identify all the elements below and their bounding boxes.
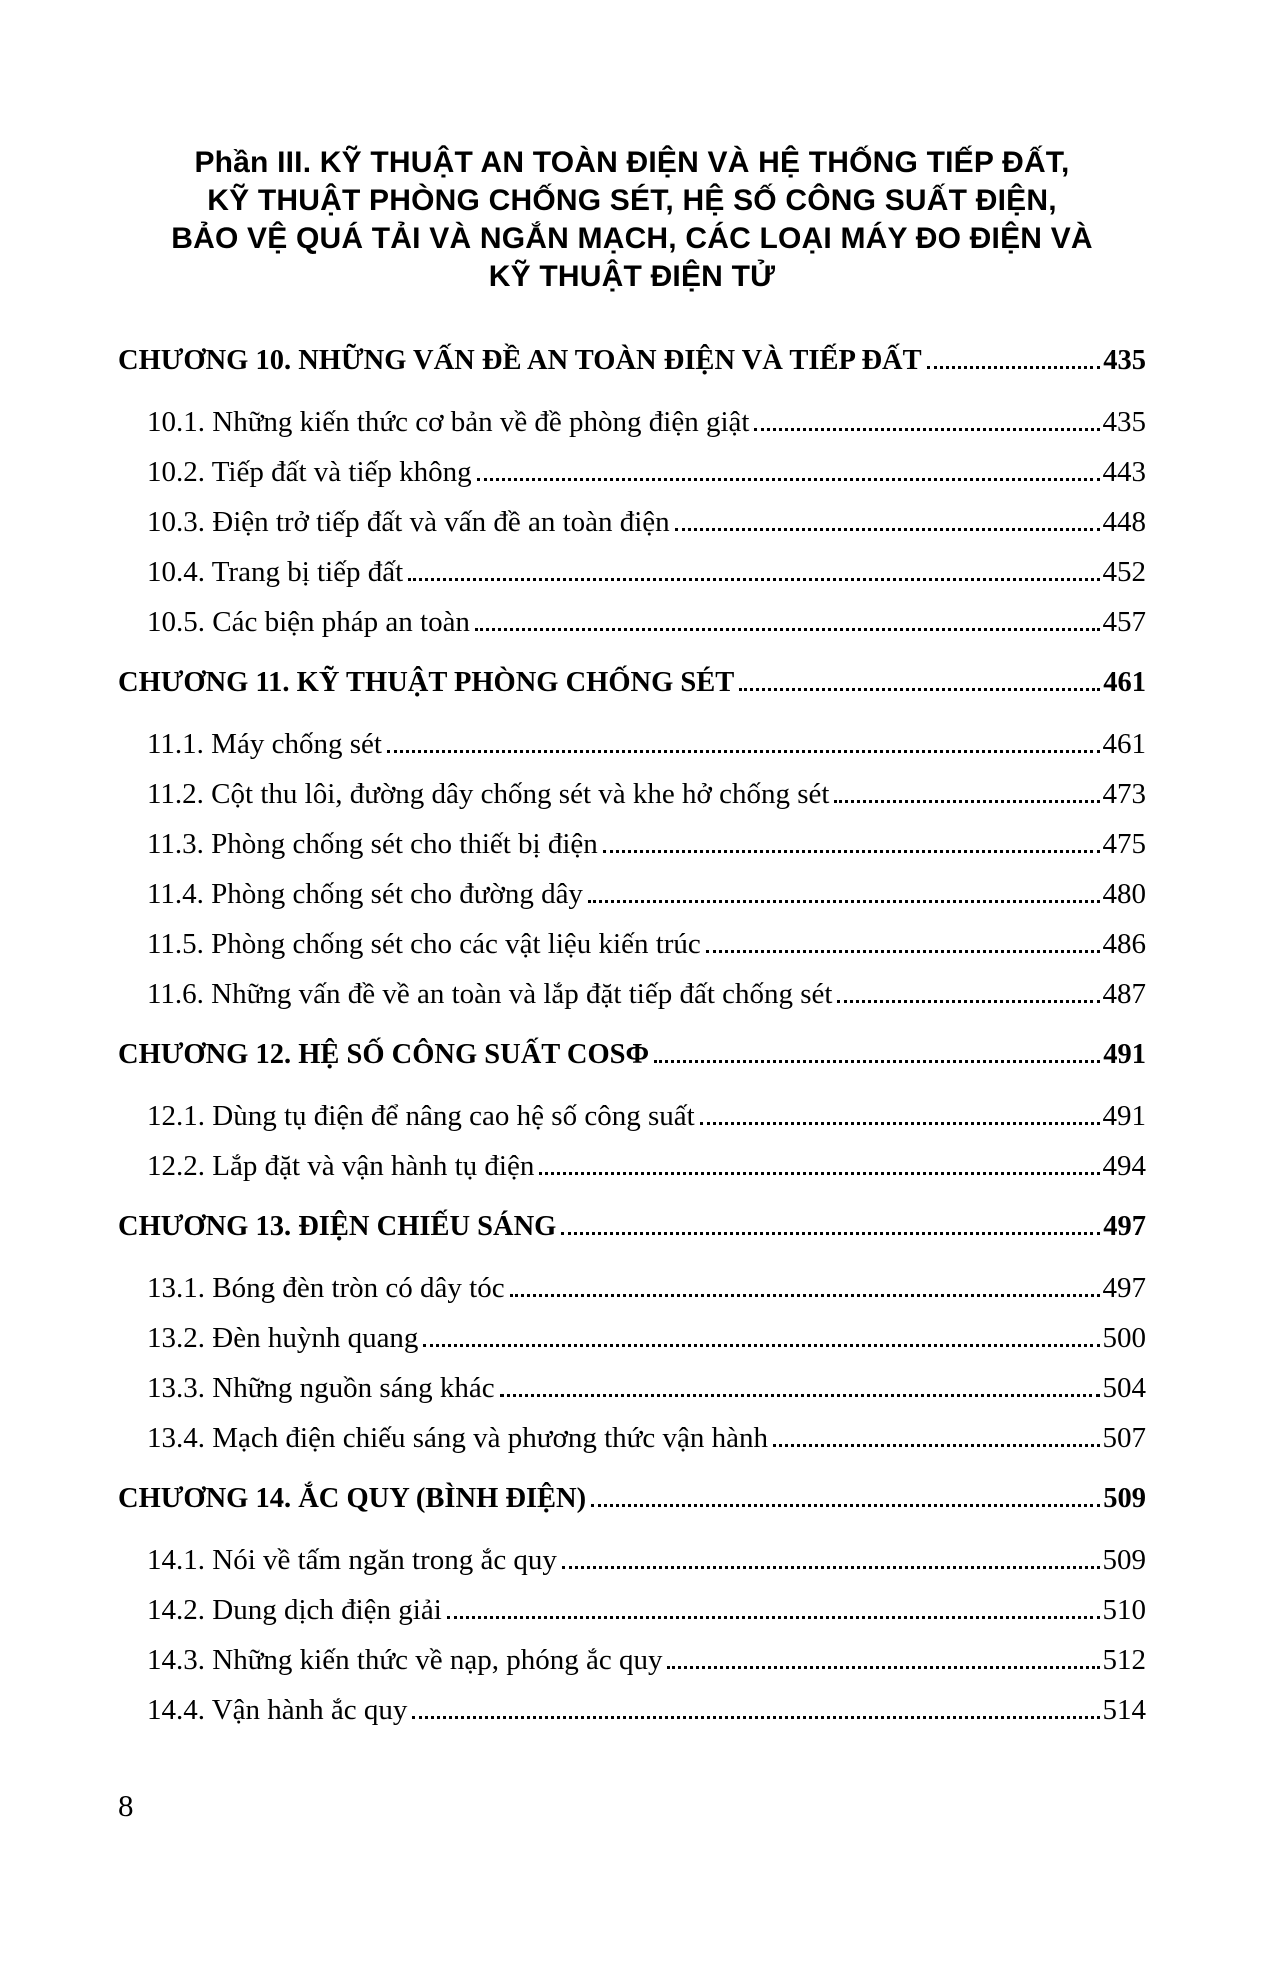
toc-entry-label: 14.2. Dung dịch điện giải: [147, 1594, 442, 1626]
toc-entry-label: 13.3. Những nguồn sáng khác: [147, 1372, 495, 1404]
dot-leader: [387, 750, 1100, 753]
dot-leader: [706, 950, 1100, 953]
dot-leader: [603, 850, 1100, 853]
part-title-line: BẢO VỆ QUÁ TẢI VÀ NGẮN MẠCH, CÁC LOẠI MÁY ĐO ĐIỆN VÀ: [171, 222, 1093, 255]
dot-leader: [447, 1616, 1100, 1619]
toc-entry-page: 487: [1102, 978, 1146, 1010]
toc-entry-label: CHƯƠNG 10. NHỮNG VẤN ĐỀ AN TOÀN ĐIỆN VÀ TIẾP ĐẤT: [118, 345, 922, 376]
toc-entry: [118, 819, 1146, 869]
toc-entry-page: 509: [1103, 1483, 1146, 1514]
toc-entry-label: 12.2. Lắp đặt và vận hành tụ điện: [147, 1150, 535, 1182]
toc-entry-page: 491: [1103, 1039, 1146, 1070]
part-title-line: KỸ THUẬT ĐIỆN TỬ: [488, 260, 776, 293]
toc-entry: [118, 719, 1146, 769]
toc-entry-page: 509: [1102, 1544, 1146, 1576]
dot-leader: [588, 900, 1100, 903]
toc-entry-page: 486: [1102, 928, 1146, 960]
toc-entry-page: 452: [1102, 556, 1146, 588]
toc-entry: [118, 1585, 1146, 1635]
toc-entry-label: 11.3. Phòng chống sét cho thiết bị điện: [147, 828, 598, 860]
dot-leader: [675, 528, 1100, 531]
toc-entry: [118, 547, 1146, 597]
toc-entry-page: 491: [1102, 1100, 1146, 1132]
toc-entry-label: 13.4. Mạch điện chiếu sáng và phương thức vận hành: [147, 1422, 768, 1454]
toc-entry: [118, 397, 1146, 447]
toc-entry-label: CHƯƠNG 13. ĐIỆN CHIẾU SÁNG: [118, 1211, 557, 1242]
toc-entry-page: 480: [1102, 878, 1146, 910]
toc-entry: [118, 1635, 1146, 1685]
toc-entry: [118, 919, 1146, 969]
toc-list: [118, 336, 1146, 1735]
dot-leader: [412, 1716, 1099, 1719]
toc-entry-label: 13.2. Đèn huỳnh quang: [147, 1322, 419, 1354]
toc-entry-page: 510: [1102, 1594, 1146, 1626]
toc-entry-label: 10.3. Điện trở tiếp đất và vấn đề an toàn điện: [147, 506, 670, 538]
toc-entry-label: 11.5. Phòng chống sét cho các vật liệu kiến trúc: [147, 928, 701, 960]
dot-leader: [591, 1504, 1100, 1507]
toc-entry-page: 448: [1102, 506, 1146, 538]
toc-entry-page: 500: [1102, 1322, 1146, 1354]
dot-leader: [927, 366, 1101, 369]
toc-entry-page: 435: [1103, 345, 1146, 376]
toc-entry: [118, 1141, 1146, 1191]
toc-entry-label: 14.4. Vận hành ắc quy: [147, 1694, 408, 1726]
toc-entry-page: 494: [1102, 1150, 1146, 1182]
dot-leader: [423, 1344, 1099, 1347]
toc-entry-label: 11.6. Những vấn đề về an toàn và lắp đặt tiếp đất chống sét: [147, 978, 833, 1010]
toc-entry: [118, 1413, 1146, 1463]
toc-entry-label: 14.3. Những kiến thức về nạp, phóng ắc quy: [147, 1644, 663, 1676]
toc-entry-label: CHƯƠNG 12. HỆ SỐ CÔNG SUẤT COSΦ: [118, 1039, 650, 1070]
toc-entry-page: 457: [1102, 606, 1146, 638]
dot-leader: [562, 1566, 1100, 1569]
toc-entry: [118, 1474, 1146, 1524]
toc-entry-label: CHƯƠNG 11. KỸ THUẬT PHÒNG CHỐNG SÉT: [118, 667, 735, 698]
toc-entry-label: 13.1. Bóng đèn tròn có dây tóc: [147, 1272, 505, 1304]
toc-entry-label: 11.2. Cột thu lôi, đường dây chống sét và khe hở chống sét: [147, 778, 830, 810]
dot-leader: [654, 1060, 1100, 1063]
dot-leader: [475, 628, 1100, 631]
toc-entry-page: 507: [1102, 1422, 1146, 1454]
dot-leader: [754, 428, 1099, 431]
toc-entry-label: CHƯƠNG 14. ẮC QUY (BÌNH ĐIỆN): [118, 1483, 587, 1514]
dot-leader: [561, 1232, 1100, 1235]
toc-entry-label: 10.1. Những kiến thức cơ bản về đề phòng điện giật: [147, 406, 750, 438]
toc-entry: [118, 1030, 1146, 1080]
toc-entry: [118, 1363, 1146, 1413]
toc-entry-page: 512: [1102, 1644, 1146, 1676]
toc-entry-label: 10.4. Trang bị tiếp đất: [147, 556, 404, 588]
toc-entry-label: 11.4. Phòng chống sét cho đường dây: [147, 878, 583, 910]
toc-entry-label: 10.5. Các biện pháp an toàn: [147, 606, 470, 638]
part-title: [126, 144, 1138, 296]
dot-leader: [477, 478, 1100, 481]
toc-entry-page: 497: [1103, 1211, 1146, 1242]
toc-entry-page: 504: [1102, 1372, 1146, 1404]
toc-entry-page: 435: [1102, 406, 1146, 438]
toc-entry: [118, 769, 1146, 819]
toc-entry-page: 475: [1102, 828, 1146, 860]
toc-entry-page: 443: [1102, 456, 1146, 488]
dot-leader: [500, 1394, 1100, 1397]
part-title-line: Phần III. KỸ THUẬT AN TOÀN ĐIỆN VÀ HỆ THỐNG TIẾP ĐẤT,: [194, 146, 1070, 179]
toc-entry-page: 461: [1103, 667, 1146, 698]
toc-entry-page: 497: [1102, 1272, 1146, 1304]
toc-entry: [118, 869, 1146, 919]
toc-entry: [118, 1313, 1146, 1363]
toc-entry-label: 10.2. Tiếp đất và tiếp không: [147, 456, 472, 488]
dot-leader: [700, 1122, 1100, 1125]
toc-entry-page: 473: [1102, 778, 1146, 810]
toc-entry: [118, 497, 1146, 547]
toc-entry: [118, 336, 1146, 386]
toc-entry: [118, 1263, 1146, 1313]
toc-entry-label: 11.1. Máy chống sét: [147, 728, 382, 760]
dot-leader: [510, 1294, 1100, 1297]
page-content: [0, 144, 1284, 1735]
toc-entry: [118, 1535, 1146, 1585]
toc-entry: [118, 1091, 1146, 1141]
toc-entry: [118, 1685, 1146, 1735]
dot-leader: [667, 1666, 1099, 1669]
toc-entry-page: 514: [1102, 1694, 1146, 1726]
dot-leader: [739, 688, 1100, 691]
toc-entry: [118, 658, 1146, 708]
dot-leader: [837, 1000, 1099, 1003]
toc-entry-label: 12.1. Dùng tụ điện để nâng cao hệ số công suất: [147, 1100, 695, 1132]
toc-entry-label: 14.1. Nói về tấm ngăn trong ắc quy: [147, 1544, 557, 1576]
toc-entry: [118, 1202, 1146, 1252]
toc-entry-page: 461: [1102, 728, 1146, 760]
dot-leader: [773, 1444, 1100, 1447]
dot-leader: [539, 1172, 1099, 1175]
toc-entry: [118, 447, 1146, 497]
dot-leader: [834, 800, 1099, 803]
part-title-line: KỸ THUẬT PHÒNG CHỐNG SÉT, HỆ SỐ CÔNG SUẤT ĐIỆN,: [207, 184, 1057, 217]
dot-leader: [408, 578, 1099, 581]
page-number: 8: [118, 1788, 134, 1823]
toc-entry: [118, 969, 1146, 1019]
toc-entry: [118, 597, 1146, 647]
